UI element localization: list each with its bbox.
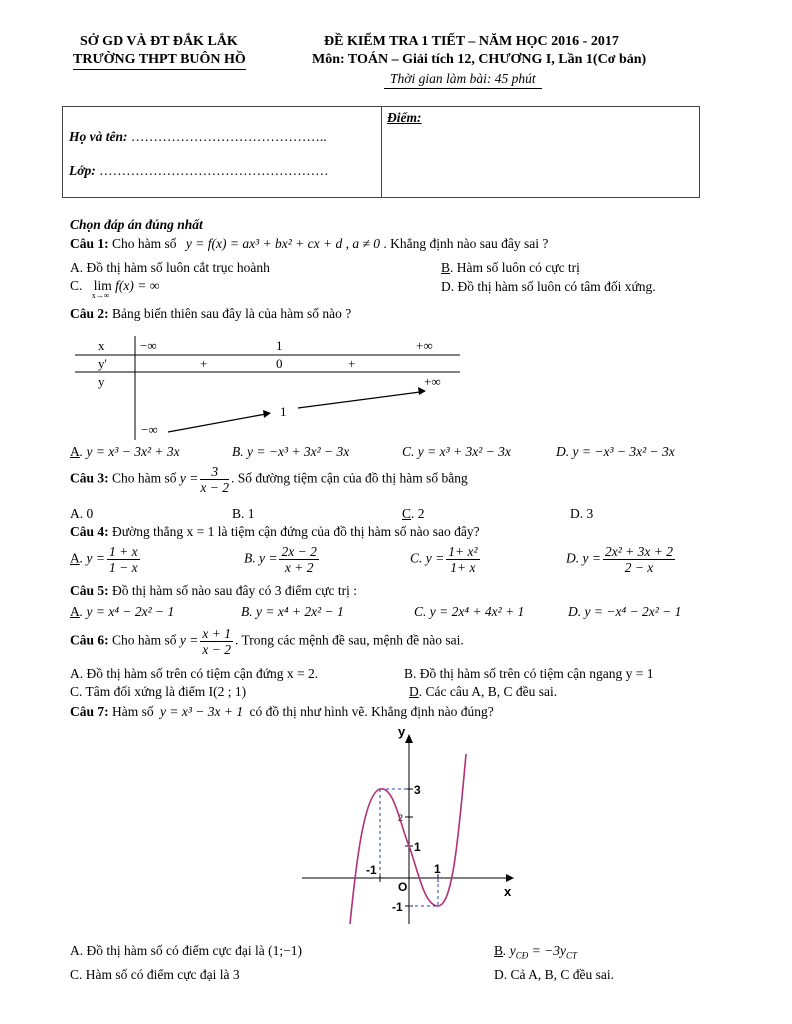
- q4-option-d[interactable]: [566, 544, 677, 575]
- instruction: Chọn đáp án đúng nhất: [70, 217, 203, 232]
- q5-label: Câu 5:: [70, 583, 109, 598]
- q3-option-c[interactable]: [402, 506, 425, 522]
- q4-option-c[interactable]: [410, 544, 482, 575]
- q1-b-letter: B: [441, 260, 451, 275]
- class-dots: ……………………………………………: [99, 163, 329, 178]
- q1-c-prefix: C.: [70, 278, 83, 293]
- q3-text: Cho hàm số: [112, 470, 177, 486]
- label-origin: O: [398, 880, 408, 894]
- q6-option-b[interactable]: B. Đồ thị hàm số trên có tiệm cận ngang y = 1: [404, 666, 654, 681]
- q1-b-text: . Hàm số luôn có cực trị: [450, 260, 580, 275]
- question-1: [70, 236, 548, 252]
- q4-a-den: 1 − x: [108, 560, 138, 575]
- y-axis-label: y: [398, 724, 406, 739]
- q1-option-b[interactable]: [441, 260, 580, 276]
- q6-fraction: [200, 626, 233, 657]
- q3-y-eq: y =: [179, 470, 199, 486]
- q4-c-pre: C. y =: [410, 550, 445, 566]
- q1-option-c[interactable]: [70, 278, 160, 300]
- q2-label: Câu 2:: [70, 306, 109, 321]
- table-yp-zero: 0: [276, 356, 283, 371]
- name-field[interactable]: [69, 129, 327, 145]
- q5-option-c[interactable]: C. y = 2x⁴ + 4x² + 1: [414, 604, 525, 619]
- table-y-minus-inf: −∞: [141, 422, 158, 437]
- q4-a-num: 1 + x: [108, 544, 138, 559]
- q7-text: Hàm số: [112, 704, 154, 719]
- q7-option-b[interactable]: [494, 943, 577, 961]
- table-yp-plus-2: +: [348, 356, 356, 371]
- q4-a-fraction: [107, 544, 140, 575]
- q4-a-pre: . y =: [79, 550, 105, 566]
- q7-option-d[interactable]: D. Cả A, B, C đều sai.: [494, 967, 614, 982]
- q3-c-letter: C: [402, 506, 412, 521]
- name-dots: ……………………………………..: [130, 129, 327, 144]
- table-yp-plus-1: +: [200, 356, 208, 371]
- q7-text-b: có đồ thị như hình vẽ. Khẳng định nào đúng?: [249, 704, 494, 719]
- q4-option-a[interactable]: [70, 544, 142, 575]
- q3-option-b[interactable]: B. 1: [232, 506, 255, 521]
- q6-option-a[interactable]: A. Đồ thị hàm số trên có tiệm cận đứng x = 2.: [70, 666, 319, 681]
- school-name: TRƯỜNG THPT BUÔN HỒ: [73, 52, 246, 70]
- q1-c-lim: lim: [93, 278, 112, 293]
- q2-a-letter: A: [70, 444, 80, 459]
- q5-a-text: . y = x⁴ − 2x² − 1: [79, 604, 175, 619]
- q7-b-letter: B: [494, 943, 504, 958]
- box-divider: [381, 107, 382, 197]
- table-x-plus-inf: +∞: [416, 338, 433, 353]
- q4-d-num: 2x² + 3x + 2: [604, 544, 673, 559]
- variation-table: [70, 328, 470, 440]
- table-y-one: 1: [280, 404, 287, 419]
- q2-option-c[interactable]: C. y = x³ + 3x² − 3x: [402, 444, 511, 459]
- q2-a-text: . y = x³ − 3x² + 3x: [79, 444, 180, 459]
- q3-num: 3: [200, 464, 229, 480]
- label-3: 3: [414, 783, 421, 797]
- class-field[interactable]: [69, 163, 329, 179]
- table-arrowhead-1: [263, 410, 271, 418]
- q1-c-lim-sub: x→∞: [91, 291, 110, 300]
- student-info-box: [62, 106, 700, 198]
- q2-text: Bảng biến thiên sau đây là của hàm số nào ?: [112, 306, 352, 321]
- q7-graph: [290, 724, 520, 926]
- q4-text: Đường thẳng x = 1 là tiệm cận đứng của đồ thị hàm số nào sao đây?: [112, 524, 480, 539]
- q4-d-fraction: [603, 544, 675, 575]
- q2-option-d[interactable]: D. y = −x³ − 3x² − 3x: [556, 444, 675, 459]
- cubic-curve: [350, 754, 466, 924]
- name-label: Họ và tên:: [69, 129, 128, 144]
- q1-text-b: . Khẳng định nào sau đây sai ?: [383, 236, 549, 251]
- y-axis-arrow: [405, 734, 413, 743]
- q1-formula: y = f(x) = ax³ + bx² + cx + d , a ≠ 0: [185, 236, 381, 251]
- question-4: [70, 524, 480, 540]
- q7-option-a[interactable]: A. Đồ thị hàm số có điểm cực đại là (1;−1): [70, 943, 302, 958]
- question-5: [70, 583, 357, 599]
- score-label: Điểm:: [387, 110, 422, 125]
- q1-c-limit: [91, 278, 112, 300]
- q6-text-b: . Trong các mệnh đề sau, mệnh đề nào sai.: [235, 632, 464, 648]
- q4-c-fraction: [446, 544, 479, 575]
- table-x-one: 1: [276, 338, 283, 353]
- table-x-minus-inf: −∞: [140, 338, 157, 353]
- q1-option-a[interactable]: A. Đồ thị hàm số luôn cắt trục hoành: [70, 260, 270, 275]
- q6-d-text: . Các câu A, B, C đều sai.: [418, 684, 558, 699]
- q6-text: Cho hàm số: [112, 632, 177, 648]
- q1-label: Câu 1:: [70, 236, 109, 251]
- q3-c-text: . 2: [411, 506, 425, 521]
- q4-c-num: 1+ x²: [448, 544, 478, 559]
- dept-name: SỞ GD VÀ ĐT ĐẮK LẮK: [80, 34, 238, 49]
- table-row-y: y: [98, 374, 105, 389]
- q6-option-d[interactable]: [409, 684, 557, 700]
- q4-option-b[interactable]: [244, 544, 321, 575]
- label-1: 1: [414, 840, 421, 854]
- label-neg1-y: -1: [392, 900, 403, 914]
- q3-label: Câu 3:: [70, 470, 109, 486]
- question-7: [70, 704, 494, 720]
- q4-d-den: 2 − x: [624, 560, 654, 575]
- q4-b-fraction: [279, 544, 318, 575]
- x-axis-label: x: [504, 884, 512, 899]
- q1-c-expr: f(x) = ∞: [115, 278, 160, 293]
- q7-b-sub-cd: CĐ: [515, 950, 529, 961]
- table-row-yprime: y': [98, 356, 107, 371]
- q7-b-mid: = −3y: [528, 943, 566, 958]
- q7-label: Câu 7:: [70, 704, 109, 719]
- q7-option-c[interactable]: C. Hàm số có điểm cực đại là 3: [70, 967, 240, 982]
- q6-label: Câu 6:: [70, 632, 109, 648]
- table-arrow-2: [298, 392, 420, 408]
- table-y-plus-inf: +∞: [424, 374, 441, 389]
- q1-option-d[interactable]: D. Đồ thị hàm số luôn có tâm đối xứng.: [441, 279, 656, 294]
- question-3: [70, 464, 468, 495]
- exam-duration: Thời gian làm bài: 45 phút: [384, 71, 542, 89]
- q4-c-den: 1+ x: [450, 560, 476, 575]
- q4-d-pre: D. y =: [566, 550, 601, 566]
- q6-num: x + 1: [202, 626, 231, 641]
- q4-b-num: 2x − 2: [281, 544, 317, 559]
- q7-b-text: . y: [503, 943, 516, 958]
- class-label: Lớp:: [69, 163, 96, 178]
- q3-option-d[interactable]: D. 3: [570, 506, 594, 521]
- q5-option-d[interactable]: D. y = −x⁴ − 2x² − 1: [568, 604, 682, 619]
- q6-den: x − 2: [202, 642, 231, 657]
- label-2: 2: [398, 813, 404, 823]
- q6-option-c[interactable]: C. Tâm đối xứng là điểm I(2 ; 1): [70, 684, 247, 699]
- table-arrow-1: [168, 414, 266, 432]
- table-row-x: x: [98, 338, 105, 353]
- q3-text-b: . Số đường tiệm cận của đồ thị hàm số bằng: [231, 470, 468, 486]
- q6-d-letter: D: [409, 684, 419, 699]
- q2-option-b[interactable]: B. y = −x³ + 3x² − 3x: [232, 444, 350, 459]
- question-2: [70, 306, 351, 322]
- q3-fraction: [200, 464, 229, 495]
- q4-a-letter: A: [70, 550, 80, 566]
- exam-title: ĐỀ KIỂM TRA 1 TIẾT – NĂM HỌC 2016 - 2017: [324, 34, 619, 49]
- q3-option-a[interactable]: A. 0: [70, 506, 94, 521]
- label-1-x: 1: [434, 862, 441, 876]
- q5-text: Đồ thị hàm số nào sau đây có 3 điểm cực trị :: [112, 583, 358, 598]
- q3-den: x − 2: [200, 480, 229, 495]
- q1-text: Cho hàm số: [112, 236, 177, 251]
- q4-b-pre: B. y =: [244, 550, 278, 566]
- q7-b-sub-ct: CT: [566, 950, 578, 961]
- q4-b-den: x + 2: [284, 560, 314, 575]
- q2-option-a[interactable]: [70, 444, 180, 460]
- q5-a-letter: A: [70, 604, 80, 619]
- exam-subject: Môn: TOÁN – Giải tích 12, CHƯƠNG I, Lần 1(Cơ bản): [312, 52, 647, 67]
- question-6: [70, 626, 464, 657]
- q6-y-eq: y =: [179, 632, 199, 648]
- label-neg1-x: -1: [366, 863, 377, 877]
- q5-option-a[interactable]: [70, 604, 174, 620]
- q4-label: Câu 4:: [70, 524, 109, 539]
- q5-option-b[interactable]: B. y = x⁴ + 2x² − 1: [241, 604, 344, 619]
- q7-formula: y = x³ − 3x + 1: [160, 704, 244, 719]
- x-axis-arrow: [506, 874, 514, 882]
